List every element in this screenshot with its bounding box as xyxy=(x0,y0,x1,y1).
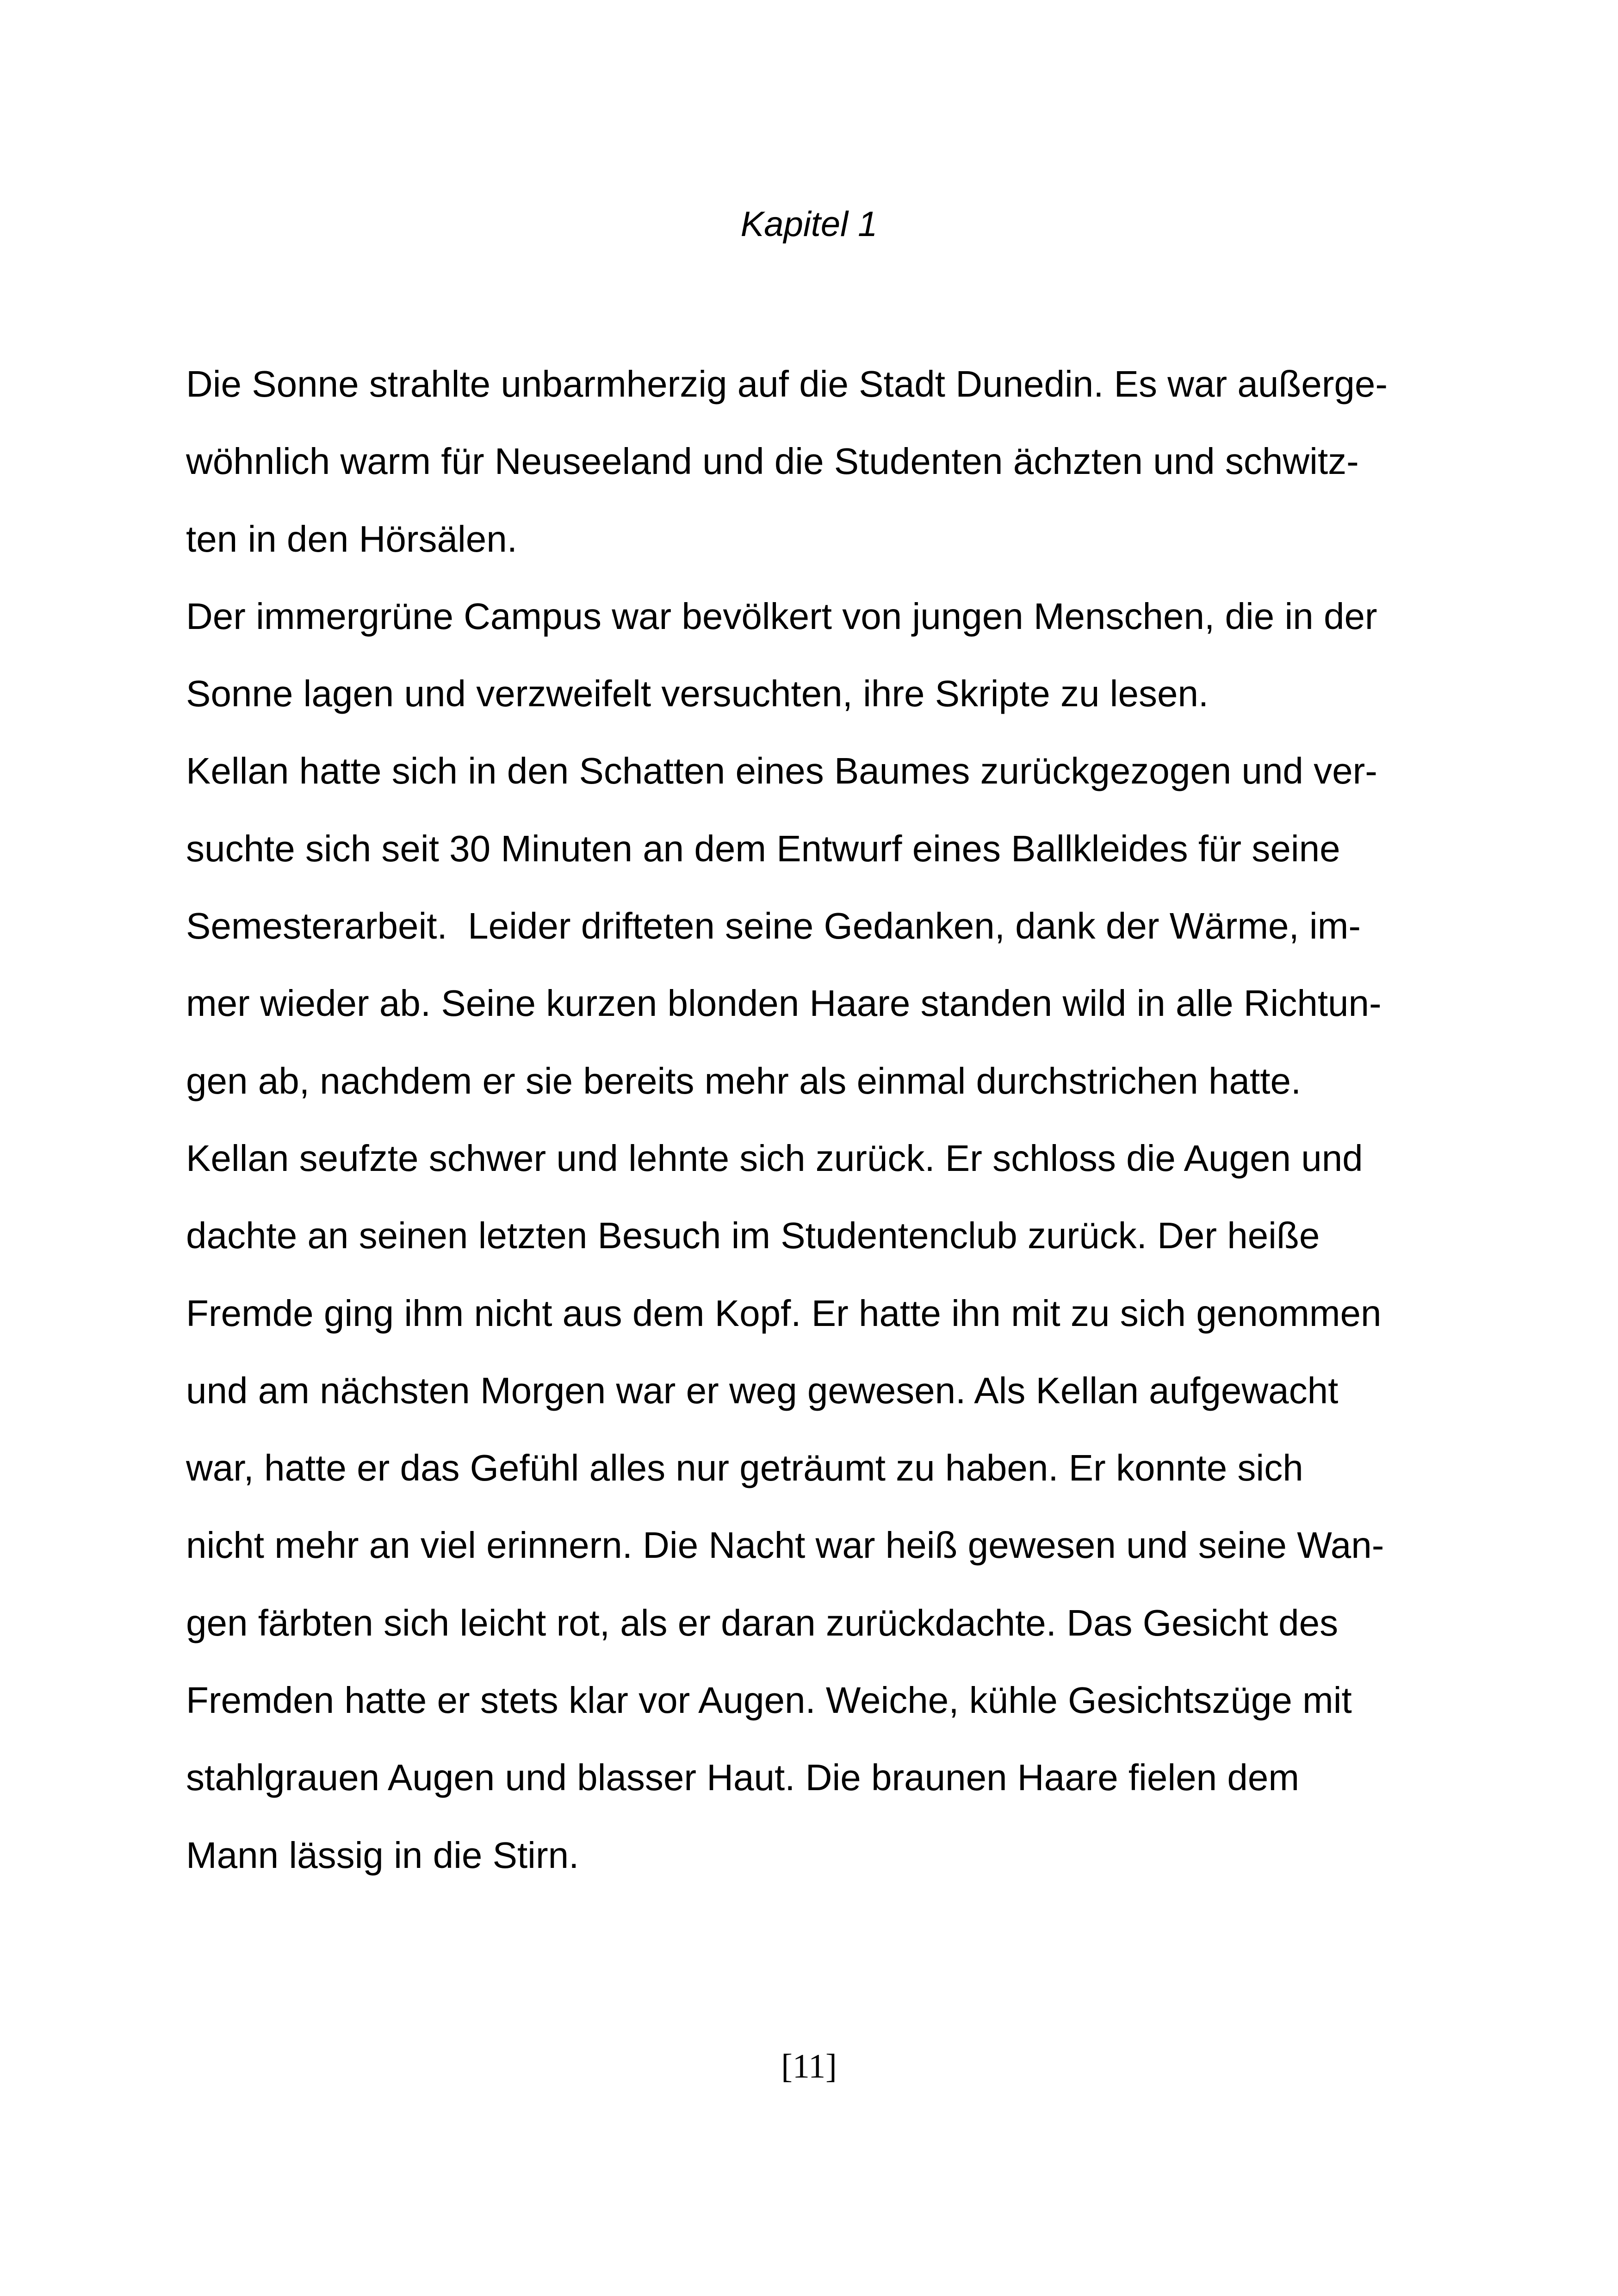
body-text xyxy=(186,359,1463,1907)
text-line: ten in den Hörsälen. xyxy=(186,518,518,560)
text-line: Mann lässig in die Stirn. xyxy=(186,1834,579,1876)
text-line: war, hatte er das Gefühl alles nur geträumt zu haben. Er konnte sich xyxy=(186,1447,1303,1489)
text-line: stahlgrauen Augen und blasser Haut. Die braunen Haare fielen dem xyxy=(186,1757,1300,1798)
text-line: suchte sich seit 30 Minuten an dem Entwurf eines Ballkleides für seine xyxy=(186,828,1340,869)
text-line: mer wieder ab. Seine kurzen blonden Haare standen wild in alle Richtun- xyxy=(186,983,1382,1024)
text-line: Der immergrüne Campus war bevölkert von jungen Menschen, die in der xyxy=(186,595,1377,637)
text-line: Kellan seufzte schwer und lehnte sich zurück. Er schloss die Augen und xyxy=(186,1137,1363,1179)
text-line: Fremde ging ihm nicht aus dem Kopf. Er hatte ihn mit zu sich genommen xyxy=(186,1292,1382,1334)
page-number: [11] xyxy=(781,2047,837,2085)
text-line: gen ab, nachdem er sie bereits mehr als einmal durchstrichen hatte. xyxy=(186,1060,1302,1101)
text-line: dachte an seinen letzten Besuch im Studentenclub zurück. Der heiße xyxy=(186,1215,1320,1257)
text-line: und am nächsten Morgen war er weg gewesen. Als Kellan aufgewacht xyxy=(186,1369,1339,1411)
text-line: nicht mehr an viel erinnern. Die Nacht war heiß gewesen und seine Wan- xyxy=(186,1524,1384,1566)
text-line: wöhnlich warm für Neuseeland und die Studenten ächzten und schwitz- xyxy=(186,441,1359,482)
text-line: Die Sonne strahlte unbarmherzig auf die Stadt Dunedin. Es war außerge- xyxy=(186,363,1388,404)
text-line: Kellan hatte sich in den Schatten eines Baumes zurückgezogen und ver- xyxy=(186,750,1377,792)
text-line: Sonne lagen und verzweifelt versuchten, ihre Skripte zu lesen. xyxy=(186,673,1209,715)
text-line: Semesterarbeit. Leider drifteten seine Gedanken, dank der Wärme, im- xyxy=(186,905,1361,947)
text-line: Fremden hatte er stets klar vor Augen. Weiche, kühle Gesichtszüge mit xyxy=(186,1680,1352,1721)
chapter-title: Kapitel 1 xyxy=(740,205,878,244)
text-line: gen färbten sich leicht rot, als er daran zurückdachte. Das Gesicht des xyxy=(186,1602,1339,1643)
